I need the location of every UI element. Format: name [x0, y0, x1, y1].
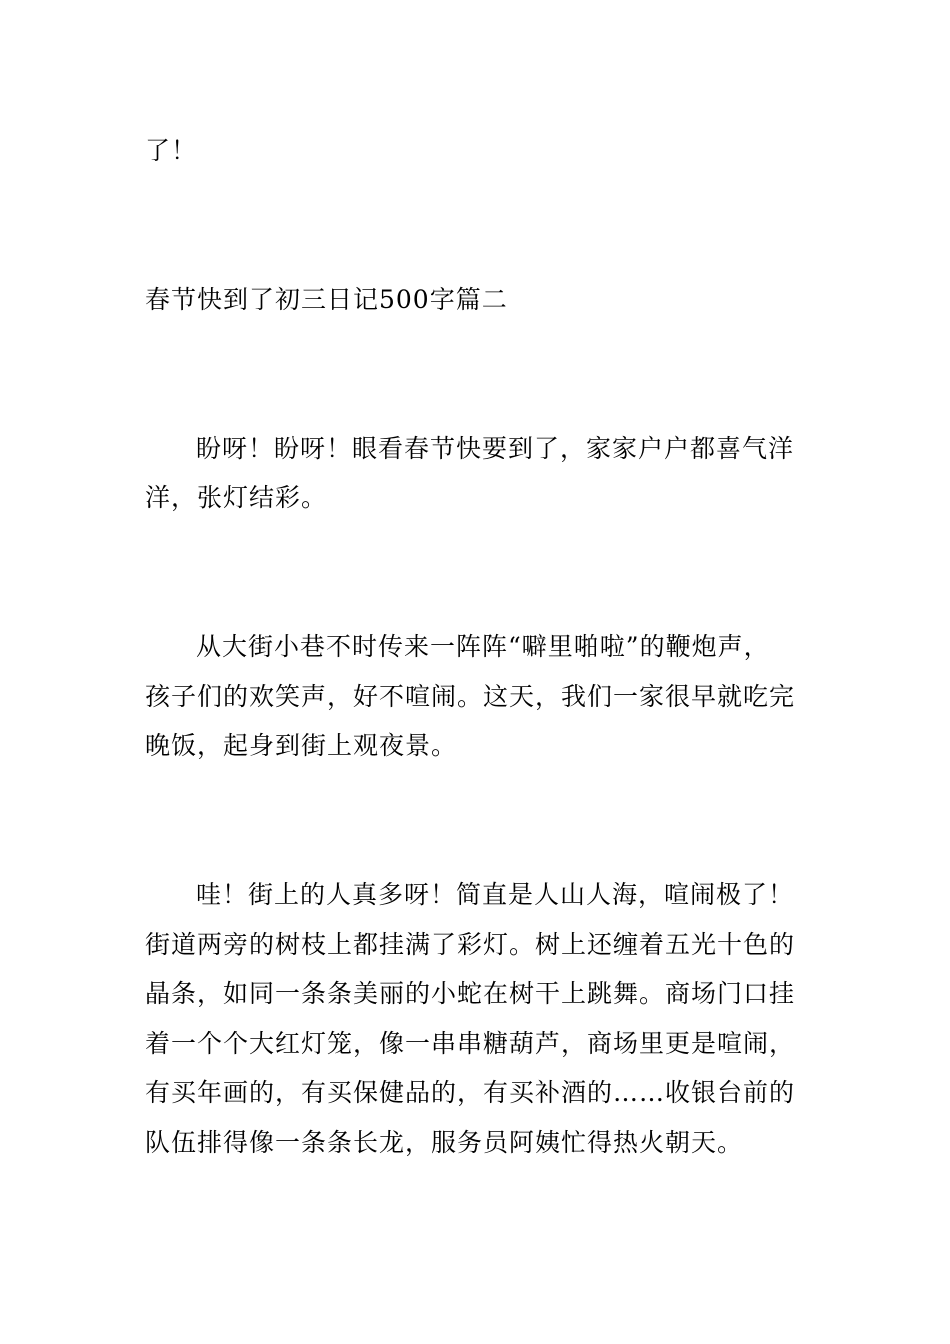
paragraph-line: 从大街小巷不时传来一阵阵“噼里啪啦”的鞭炮声， [196, 632, 770, 661]
paragraph-line: 哇！街上的人真多呀！简直是人山人海，喧闹极了！ [196, 880, 795, 909]
paragraph-line: 盼呀！盼呀！眼看春节快要到了，家家户户都喜气洋 [196, 434, 795, 463]
paragraph-line: 着一个个大红灯笼，像一串串糖葫芦，商场里更是喧闹， [145, 1029, 796, 1058]
paragraph-line: 街道两旁的树枝上都挂满了彩灯。树上还缠着五光十色的 [145, 930, 796, 959]
paragraph-line: 有买年画的，有买保健品的，有买补酒的……收银台前的 [145, 1078, 796, 1107]
paragraph-line: 洋，张灯结彩。 [145, 483, 328, 512]
paragraph-line: 队伍排得像一条条长龙，服务员阿姨忙得热火朝天。 [145, 1128, 744, 1157]
paragraph-line: 晚饭，起身到街上观夜景。 [145, 731, 458, 760]
paragraph-line: 晶条，如同一条条美丽的小蛇在树干上跳舞。商场门口挂 [145, 979, 796, 1008]
continuation-fragment: 了！ [145, 136, 198, 165]
section-heading: 春节快到了初三日记500字篇二 [145, 285, 508, 314]
paragraph-line: 孩子们的欢笑声，好不喧闹。这天，我们一家很早就吃完 [145, 682, 796, 711]
